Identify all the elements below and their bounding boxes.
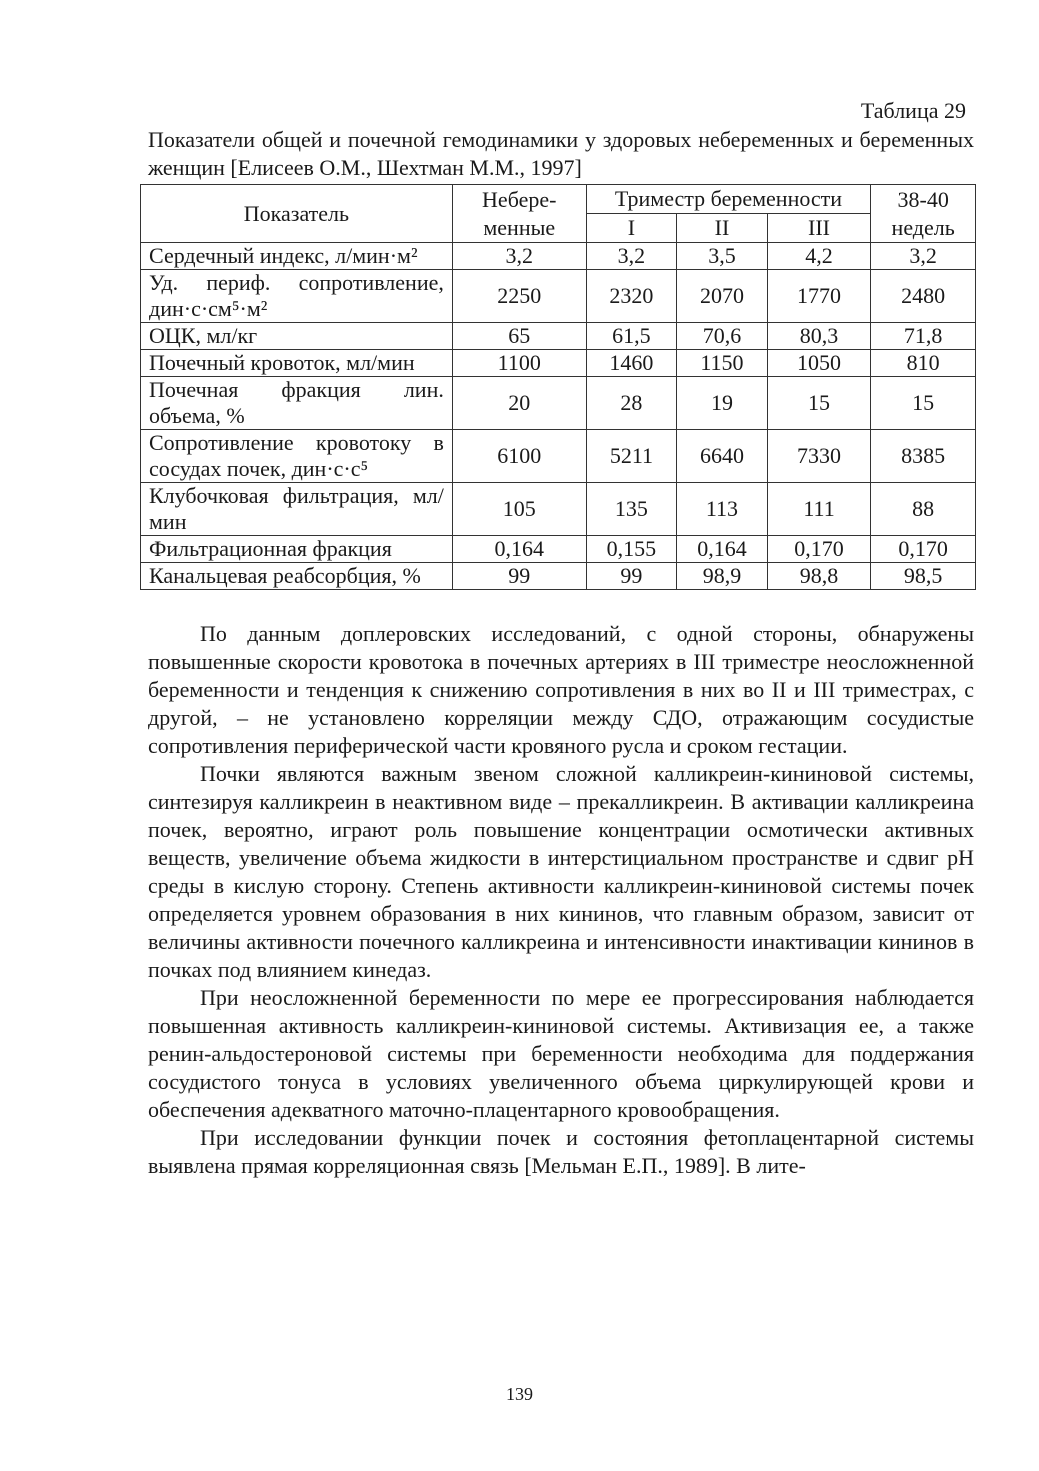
row-value: 1150: [677, 350, 768, 377]
page-number: 139: [506, 1384, 533, 1404]
row-value: 0,164: [452, 536, 586, 563]
table-number: Таблица 29: [860, 98, 966, 123]
hemodynamics-table: [140, 184, 976, 590]
row-value: 3,5: [677, 243, 768, 270]
header-trimester-3: III: [767, 214, 871, 243]
row-label: Клубочковая фильтрация, мл/мин: [141, 483, 453, 536]
table-row: [141, 536, 976, 563]
body-text: [148, 620, 974, 1180]
row-value: 1770: [767, 270, 871, 323]
header-nonpregnant: Небере-менные: [452, 185, 586, 243]
table-row: [141, 483, 976, 536]
row-value: 5211: [586, 430, 677, 483]
row-value: 2070: [677, 270, 768, 323]
row-value: 70,6: [677, 323, 768, 350]
paragraph: По данным доплеровских исследований, с одной стороны, обнаружены повышенные скорости кровотока в почечных артериях в III триместре неосложненной беременности и тенденция к снижению сопротивления в них во II и III триместрах, с другой, – не установлено корреляции между СДО, отражающим сосудистые сопротивления периферической части кровяного русла и сроком гестации.: [148, 621, 974, 758]
row-label: Канальцевая реабсорбция, %: [141, 563, 453, 590]
row-value: 2320: [586, 270, 677, 323]
row-value: 20: [452, 377, 586, 430]
table-row: [141, 563, 976, 590]
table-row: [141, 377, 976, 430]
table-header-row: [141, 185, 976, 214]
row-value: 4,2: [767, 243, 871, 270]
row-value: 6100: [452, 430, 586, 483]
row-label: Сопротивление кровотоку в сосудах почек, дин·с·с⁵: [141, 430, 453, 483]
table-row: [141, 350, 976, 377]
row-value: 15: [871, 377, 976, 430]
row-value: 3,2: [871, 243, 976, 270]
paragraph: При неосложненной беременности по мере ее прогрессирования наблюдается повышенная активность калликреин-кининовой системы. Активизация ее, а также ренин-альдостероновой системы при беременности необходима для поддержания сосудистого тонуса в условиях увеличенного объема циркулирующей крови и обеспечения адекватного маточно-плацентарного кровообращения.: [148, 985, 974, 1122]
header-trimester-2: II: [677, 214, 768, 243]
row-value: 0,164: [677, 536, 768, 563]
row-value: 1050: [767, 350, 871, 377]
row-value: 0,170: [871, 536, 976, 563]
header-indicator: Показатель: [141, 185, 453, 243]
row-label: ОЦК, мл/кг: [141, 323, 453, 350]
row-value: 28: [586, 377, 677, 430]
row-label: Сердечный индекс, л/мин·м²: [141, 243, 453, 270]
table-row: [141, 270, 976, 323]
row-value: 98,8: [767, 563, 871, 590]
paragraph: При исследовании функции почек и состояния фетоплацентарной системы выявлена прямая корреляционная связь [Мельман Е.П., 1989]. В лите-: [148, 1125, 974, 1178]
row-value: 88: [871, 483, 976, 536]
row-value: 71,8: [871, 323, 976, 350]
row-value: 19: [677, 377, 768, 430]
row-value: 810: [871, 350, 976, 377]
row-value: 15: [767, 377, 871, 430]
row-value: 99: [452, 563, 586, 590]
row-label: Фильтрационная фракция: [141, 536, 453, 563]
row-value: 98,5: [871, 563, 976, 590]
row-value: 6640: [677, 430, 768, 483]
row-value: 99: [586, 563, 677, 590]
table-row: [141, 430, 976, 483]
row-value: 0,155: [586, 536, 677, 563]
header-trimester: Триместр беременности: [586, 185, 871, 214]
row-value: 98,9: [677, 563, 768, 590]
row-value: 111: [767, 483, 871, 536]
row-value: 7330: [767, 430, 871, 483]
row-value: 80,3: [767, 323, 871, 350]
table-row: [141, 323, 976, 350]
row-value: 1460: [586, 350, 677, 377]
row-label: Почечная фракция лин. объема, %: [141, 377, 453, 430]
table-caption: Показатели общей и почечной гемодинамики у здоровых небеременных и беременных женщин [Елисеев О.М., Шехтман М.М., 1997]: [148, 127, 974, 180]
row-value: 135: [586, 483, 677, 536]
row-value: 8385: [871, 430, 976, 483]
header-38-40-weeks: 38-40 недель: [871, 185, 976, 243]
row-label: Уд. периф. сопротивление, дин·с·см⁵·м²: [141, 270, 453, 323]
row-value: 1100: [452, 350, 586, 377]
row-value: 3,2: [452, 243, 586, 270]
row-value: 61,5: [586, 323, 677, 350]
row-value: 65: [452, 323, 586, 350]
paragraph: Почки являются важным звеном сложной калликреин-кининовой системы, синтезируя калликреин в неактивном виде – прекалликреин. В активации калликреина почек, вероятно, играют роль повышение концентрации осмотически активных веществ, увеличение объема жидкости в интерстициальном пространстве и сдвиг pH среды в кислую сторону. Степень активности калликреин-кининовой системы почек определяется уровнем образования в них кининов, что главным образом, зависит от величины активности почечного калликреина и интенсивности инактивации кининов в почках под влиянием кинедаз.: [148, 761, 974, 982]
row-value: 105: [452, 483, 586, 536]
page-content: [148, 96, 974, 1180]
row-value: 113: [677, 483, 768, 536]
row-value: 3,2: [586, 243, 677, 270]
row-value: 2480: [871, 270, 976, 323]
row-value: 2250: [452, 270, 586, 323]
row-value: 0,170: [767, 536, 871, 563]
table-body: [141, 243, 976, 590]
header-trimester-1: I: [586, 214, 677, 243]
table-row: [141, 243, 976, 270]
row-label: Почечный кровоток, мл/мин: [141, 350, 453, 377]
